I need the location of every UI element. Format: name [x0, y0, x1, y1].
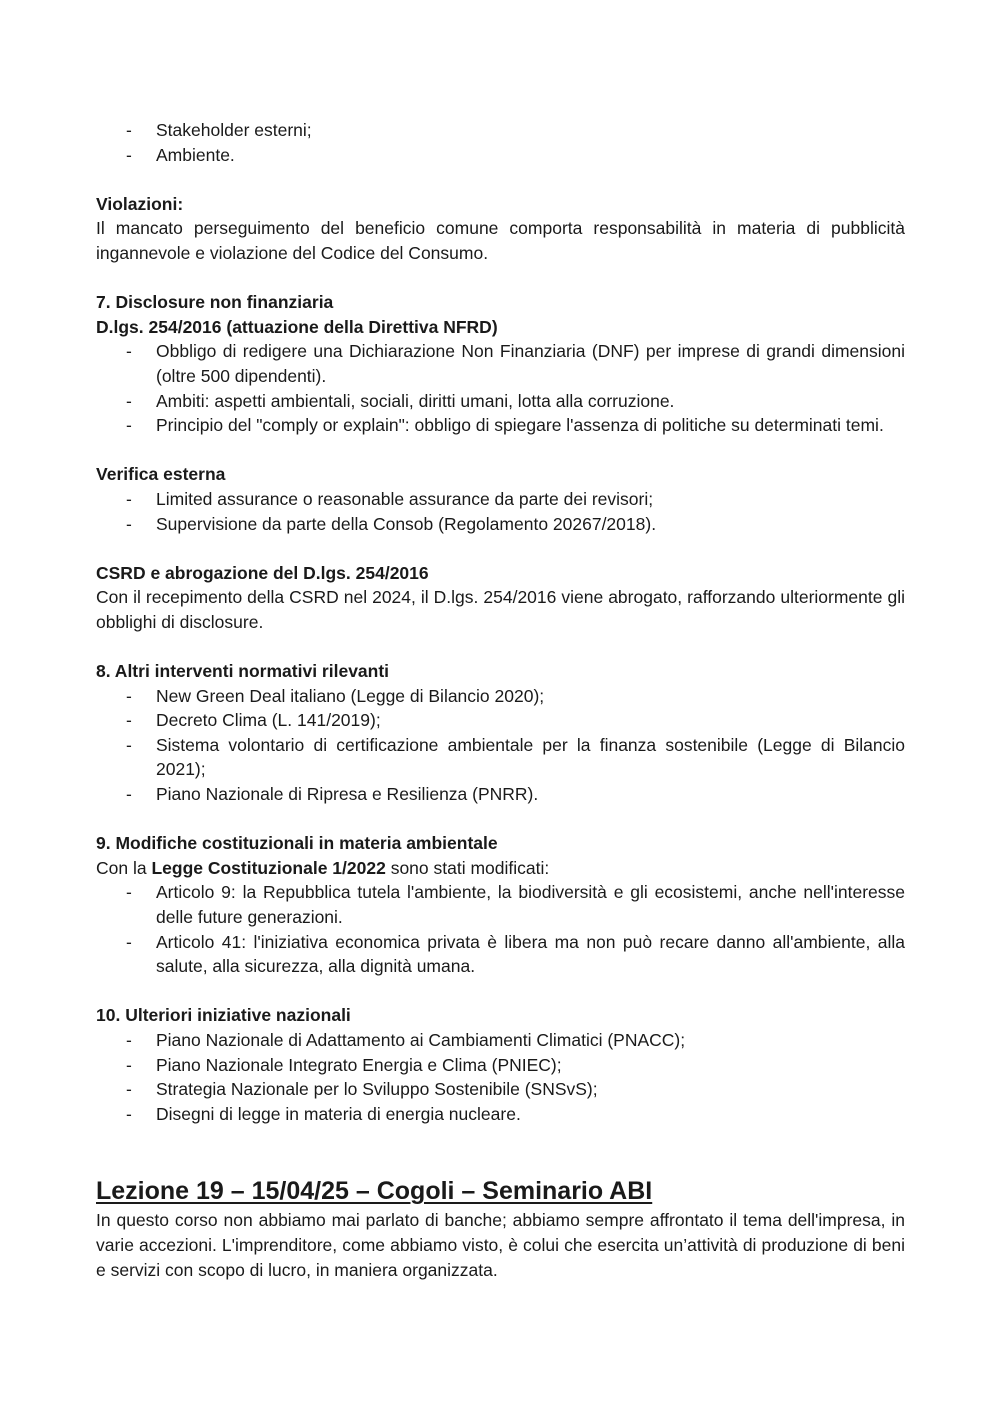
list-item: - Piano Nazionale di Ripresa e Resilienza (PNRR).: [96, 782, 905, 807]
section8-list: [96, 684, 905, 807]
section9-intro-post: sono stati modificati:: [385, 857, 550, 878]
list-item: - Sistema volontario di certificazione ambientale per la finanza sostenibile (Legge di Bilancio 2021);: [96, 733, 905, 782]
lesson-paragraph: In questo corso non abbiamo mai parlato di banche; abbiamo sempre affrontato il tema dell'impresa, in varie accezioni. L'imprenditore, come abbiamo visto, è colui che esercita un’attività di produzione di beni e servizi con scopo di lucro, in maniera organizzata.: [96, 1210, 905, 1280]
section10-list: [96, 1028, 905, 1126]
list-item: - Obbligo di redigere una Dichiarazione Non Finanziaria (DNF) per imprese di grandi dimensioni (oltre 500 dipendenti).: [96, 339, 905, 388]
list-item: - Supervisione da parte della Consob (Regolamento 20267/2018).: [96, 512, 905, 537]
list-item: - Ambiente.: [96, 143, 905, 168]
section8-heading: 8. Altri interventi normativi rilevanti: [96, 661, 390, 682]
violazioni-heading: Violazioni:: [96, 193, 184, 214]
stakeholder-list: [96, 118, 905, 167]
verifica-heading: Verifica esterna: [96, 464, 226, 485]
verifica-list: [96, 487, 905, 536]
section9-intro-law: Legge Costituzionale 1/2022: [151, 857, 386, 878]
list-item: - New Green Deal italiano (Legge di Bilancio 2020);: [96, 684, 905, 709]
list-item: - Limited assurance o reasonable assurance da parte dei revisori;: [96, 487, 905, 512]
list-item: - Disegni di legge in materia di energia nucleare.: [96, 1102, 905, 1127]
section10-heading: 10. Ulteriori iniziative nazionali: [96, 1005, 351, 1026]
list-item: - Strategia Nazionale per lo Sviluppo Sostenibile (SNSvS);: [96, 1077, 905, 1102]
list-item: - Articolo 41: l'iniziativa economica privata è libera ma non può recare danno all'ambiente, alla salute, alla sicurezza, alla dignità umana.: [96, 930, 905, 979]
section9-heading: 9. Modifiche costituzionali in materia ambientale: [96, 833, 498, 854]
section9-intro-pre: Con la: [96, 857, 152, 878]
list-item: - Piano Nazionale di Adattamento ai Cambiamenti Climatici (PNACC);: [96, 1028, 905, 1053]
section7-subheading: D.lgs. 254/2016 (attuazione della Direttiva NFRD): [96, 316, 498, 337]
csrd-paragraph: Con il recepimento della CSRD nel 2024, il D.lgs. 254/2016 viene abrogato, rafforzando ulteriormente gli obblighi di disclosure.: [96, 587, 905, 632]
lesson-title: Lezione 19 – 15/04/25 – Cogoli – Seminario ABI: [96, 1177, 653, 1206]
csrd-heading: CSRD e abrogazione del D.lgs. 254/2016: [96, 562, 429, 583]
list-item: - Articolo 9: la Repubblica tutela l'ambiente, la biodiversità e gli ecosistemi, anche nell'interesse delle future generazioni.: [96, 880, 905, 929]
list-item: - Principio del "comply or explain": obbligo di spiegare l'assenza di politiche su determinati temi.: [96, 413, 905, 438]
list-item: - Ambiti: aspetti ambientali, sociali, diritti umani, lotta alla corruzione.: [96, 389, 905, 414]
section9-intro: [96, 856, 905, 881]
list-item: - Stakeholder esterni;: [96, 118, 905, 143]
list-item: - Piano Nazionale Integrato Energia e Clima (PNIEC);: [96, 1053, 905, 1078]
section7-list: [96, 339, 905, 437]
page-content: [96, 118, 905, 1282]
list-item: - Decreto Clima (L. 141/2019);: [96, 708, 905, 733]
violazioni-paragraph: Il mancato perseguimento del beneficio comune comporta responsabilità in materia di pubblicità ingannevole e violazione del Codice del Consumo.: [96, 218, 905, 263]
section9-list: [96, 880, 905, 978]
section7-heading: 7. Disclosure non finanziaria: [96, 292, 334, 313]
